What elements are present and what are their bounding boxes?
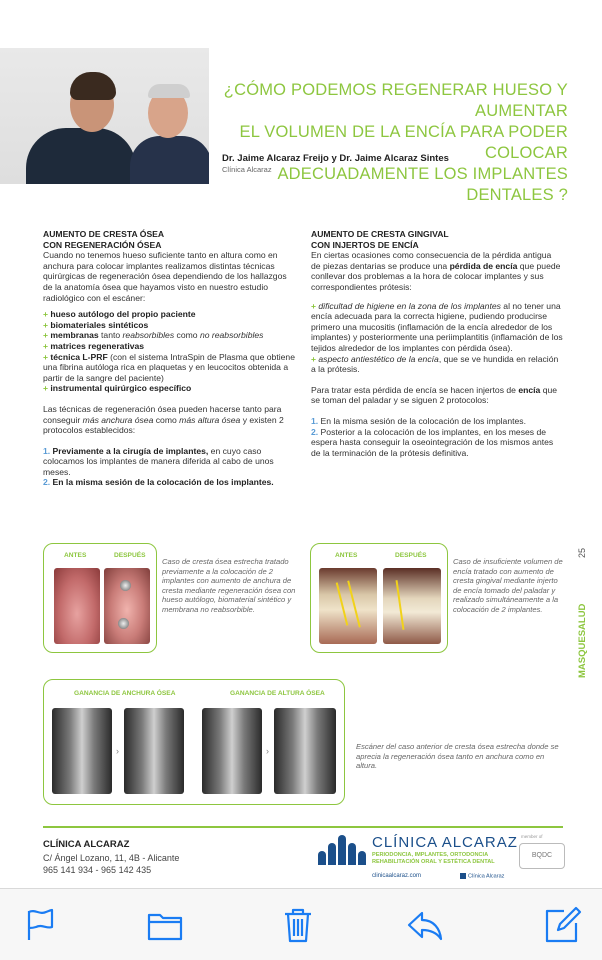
protocol-item: 1. Previamente a la cirugía de implantes, en cuyo caso colocamos los implantes de manera diferida al cabo de unos meses. <box>43 445 274 477</box>
mail-toolbar <box>0 888 602 960</box>
website-link[interactable]: clinicaalcaraz.com <box>372 873 422 879</box>
scan-image <box>52 708 112 794</box>
right-column <box>311 229 563 458</box>
list-item: + biomateriales sintéticos <box>43 319 149 330</box>
logo-subtitle: PERIODONCIA, IMPLANTES, ORTODONCIA <box>372 852 489 858</box>
footer-divider <box>43 826 563 828</box>
flag-button[interactable] <box>18 903 62 947</box>
clinic-logo-icon <box>318 833 366 865</box>
paragraph: En ciertas ocasiones como consecuencia de la pérdida antigua de piezas dentarias se produce una pérdida de encía que puede conllevar dos problemas a la hora de colocar implantes y sus correspondientes prótesis: <box>311 250 561 292</box>
arrow-icon: › <box>116 746 119 756</box>
after-label: DESPUÉS <box>395 552 427 559</box>
list-item: + aspecto antiestético de la encía, que se ve hundida en relación a la prótesis. <box>311 353 559 375</box>
folder-icon <box>145 905 185 945</box>
figure-scans <box>43 679 345 805</box>
before-photo <box>319 568 377 644</box>
logo-name: CLÍNICA ALCARAZ <box>372 834 518 851</box>
footer-phones: 965 141 934 - 965 142 435 <box>43 865 152 875</box>
height-gain-label: GANANCIA DE ALTURA ÓSEA <box>230 690 325 697</box>
footer-address: C/ Ángel Lozano, 11, 4B - Alicante <box>43 853 180 863</box>
left-column <box>43 229 295 488</box>
list-item: + matrices regenerativas <box>43 340 145 351</box>
section-heading: CON INJERTOS DE ENCÍA <box>311 239 419 250</box>
facebook-link[interactable]: Clínica Alcaraz <box>460 873 504 879</box>
page-number: 25 <box>577 547 588 559</box>
before-photo <box>54 568 100 644</box>
title-line: ADECUADAMENTE LOS IMPLANTES DENTALES ? <box>277 165 568 204</box>
scan-image <box>124 708 184 794</box>
article-clinic: Clínica Alcaraz <box>222 165 272 174</box>
figure-bone-crest <box>43 543 157 653</box>
before-label: ANTES <box>335 552 358 559</box>
section-heading: AUMENTO DE CRESTA ÓSEA <box>43 229 165 239</box>
implant-icon <box>118 618 129 629</box>
doctors-photo <box>0 48 209 184</box>
paragraph: Cuando no tenemos hueso suficiente tanto en altura como en anchura para colocar implantes realizamos distintas técnicas quirúrgicas de regeneración ósea dependiendo de los hallazgos de la anatomía ósea que hayamos visto en nuestro estudio radiológico con el escáner: <box>43 250 287 303</box>
title-line: ¿CÓMO PODEMOS REGENERAR HUESO Y AUMENTAR <box>223 81 568 120</box>
section-heading: AUMENTO DE CRESTA GINGIVAL <box>311 229 449 239</box>
paragraph: Para tratar esta pérdida de encía se hacen injertos de encía que se toman del paladar y se siguen 2 protocolos: <box>311 384 558 406</box>
bqdc-caption: member of <box>521 834 543 839</box>
reply-icon <box>405 905 445 945</box>
flag-icon <box>20 905 60 945</box>
scan-image <box>202 708 262 794</box>
article-authors: Dr. Jaime Alcaraz Freijo y Dr. Jaime Alcaraz Sintes <box>222 153 449 164</box>
scan-image <box>274 708 336 794</box>
protocol-item: 1. En la misma sesión de la colocación de los implantes. <box>311 415 526 426</box>
compose-button[interactable] <box>540 903 584 947</box>
trash-icon <box>278 905 318 945</box>
after-photo <box>383 568 441 644</box>
magazine-tag: MASQUESALUD <box>577 603 588 678</box>
article-title <box>208 80 568 206</box>
logo-subtitle: REHABILITACIÓN ORAL Y ESTÉTICA DENTAL <box>372 859 495 865</box>
width-gain-label: GANANCIA DE ANCHURA ÓSEA <box>74 690 176 697</box>
facebook-icon <box>460 873 466 879</box>
delete-button[interactable] <box>276 903 320 947</box>
section-heading: CON REGENERACIÓN ÓSEA <box>43 239 162 250</box>
after-photo <box>104 568 150 644</box>
after-label: DESPUÉS <box>114 552 146 559</box>
footer-clinic-name: CLÍNICA ALCARAZ <box>43 839 130 850</box>
move-to-folder-button[interactable] <box>143 903 187 947</box>
list-item: + dificultad de higiene en la zona de los implantes al no tener una encía adecuada para la correcta higiene, pudiendo producirse primero una mucositis (inflamación de la encía alrededor de los implantes) y posteriormente una periimplantitis (inflamación de los tejidos alrededor de los implantes con pérdida ósea). <box>311 300 563 353</box>
protocol-item: 2. En la misma sesión de la colocación de los implantes. <box>43 477 274 488</box>
list-item: + membranas tanto reabsorbibles como no reabsorbibles <box>43 330 264 341</box>
list-item: + instrumental quirúrgico específico <box>43 383 192 394</box>
figure-caption: Escáner del caso anterior de cresta ósea estrecha donde se aprecia la regeneración ósea tanto en anchura como en altura. <box>356 742 559 771</box>
before-label: ANTES <box>64 552 87 559</box>
paragraph: Las técnicas de regeneración ósea pueden hacerse tanto para conseguir más anchura ósea como más altura ósea y existen 2 protocolos establecidos: <box>43 403 284 436</box>
implant-icon <box>120 580 131 591</box>
figure-caption: Caso de insuficiente volumen de encía tratado con aumento de cresta gingival mediante injerto de encía tomado del paladar y realizado simultáneamente a la colocación de 2 implantes. <box>453 557 563 614</box>
figure-gingival <box>310 543 448 653</box>
figure-caption: Caso de cresta ósea estrecha tratado previamente a la colocación de 2 implantes con aumento de anchura de cresta mediante regeneración ósea con hueso autólogo, biomaterial sintético y membrana no reabsorbible. <box>162 557 296 614</box>
arrow-icon: › <box>266 746 269 756</box>
protocol-item: 2. Posterior a la colocación de los implantes, en los meses de espera hasta conseguir la oseointegración de los mismos antes de la terminación de la prótesis definitiva. <box>311 426 554 458</box>
compose-icon <box>542 905 582 945</box>
reply-button[interactable] <box>403 903 447 947</box>
list-item: + técnica L-PRF (con el sistema IntraSpin de Plasma que obtiene una fibrina autóloga rica en plaquetas y en leucocitos obtenida a partir de la sangre del paciente) <box>43 351 295 383</box>
title-line: EL VOLUMEN DE LA ENCÍA PARA PODER COLOCAR <box>239 123 568 162</box>
list-item: + hueso autólogo del propio paciente <box>43 309 196 320</box>
bqdc-badge: BQDC <box>519 843 565 869</box>
